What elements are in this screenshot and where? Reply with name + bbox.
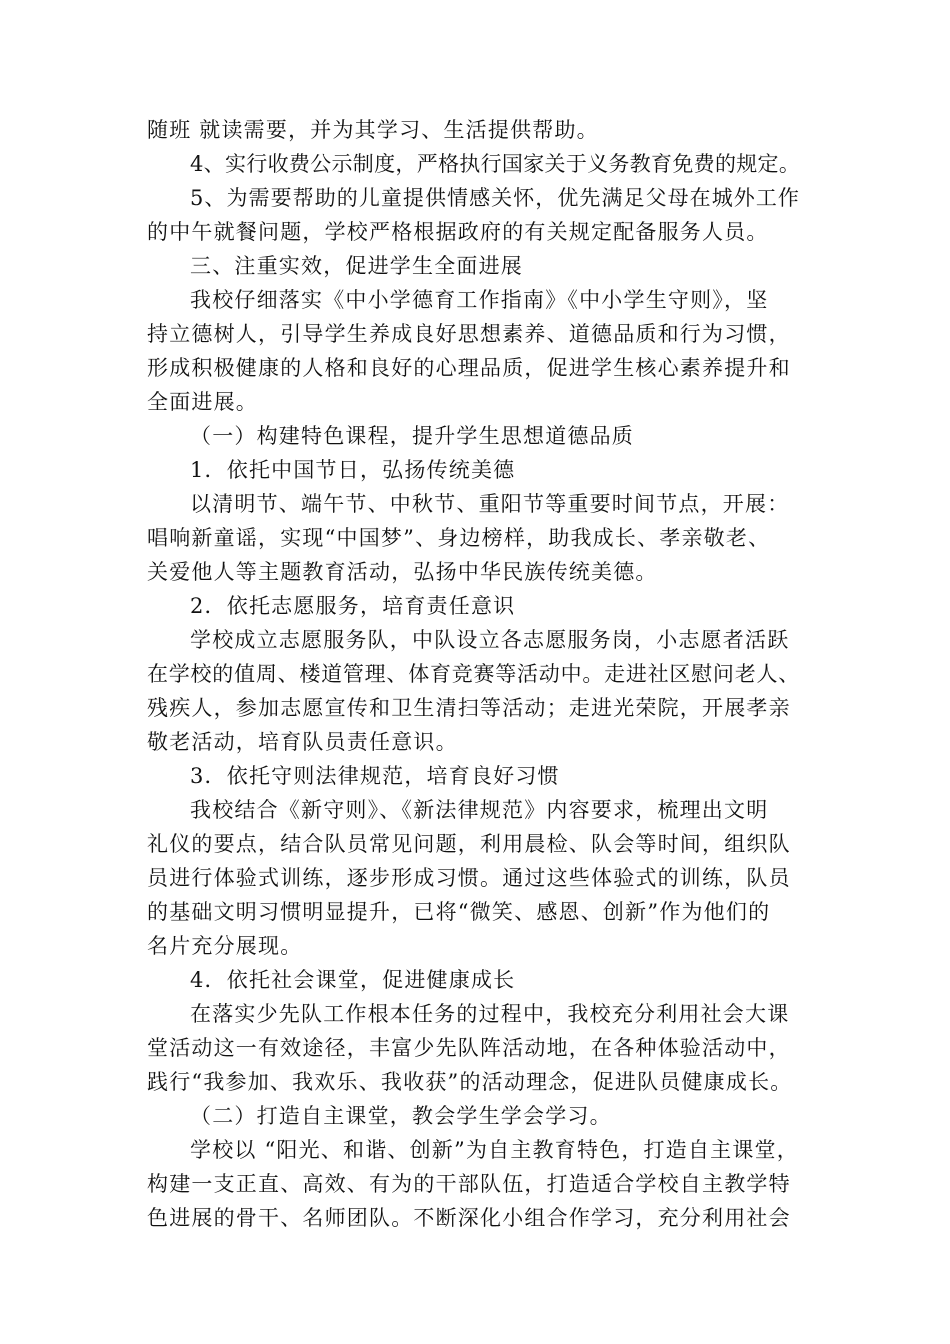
subsection-heading: （一）构建特色课程，提升学生思想道德品质 (190, 424, 634, 448)
section-heading: 三、注重实效，促进学生全面进展 (190, 254, 523, 278)
text-line: 5、为需要帮助的儿童提供情感关怀，优先满足父母在城外工作 (190, 186, 800, 210)
text-line: 形成积极健康的人格和良好的心理品质，促进学生核心素养提升和 (147, 356, 791, 380)
text-line: 在落实少先队工作根本任务的过程中，我校充分利用社会大课 (190, 1002, 790, 1026)
text-line: 残疾人，参加志愿宣传和卫生清扫等活动；走进光荣院，开展孝亲 (147, 696, 791, 720)
item-heading: 2．依托志愿服务，培育责任意识 (190, 594, 516, 618)
text-line: 持立德树人，引导学生养成良好思想素养、道德品质和行为习惯， (147, 322, 791, 346)
text-line: 学校以 “阳光、和谐、创新”为自主教育特色，打造自主课堂， (190, 1138, 799, 1162)
text-line: 随班 就读需要，并为其学习、生活提供帮助。 (147, 118, 599, 142)
text-line: 构建一支正直、高效、有为的干部队伍，打造适合学校自主教学特 (147, 1172, 791, 1196)
text-line: 践行“我参加、我欢乐、我收获”的活动理念，促进队员健康成长。 (147, 1070, 793, 1094)
item-heading: 3．依托守则法律规范，培育良好习惯 (190, 764, 560, 788)
text-line: 关爱他人等主题教育活动，弘扬中华民族传统美德。 (147, 560, 658, 584)
text-line: 礼仪的要点，结合队员常见问题，利用晨检、队会等时间，组织队 (147, 832, 791, 856)
text-line: 员进行体验式训练，逐步形成习惯。通过这些体验式的训练，队员 (147, 866, 791, 890)
text-line: 我校仔细落实《中小学德育工作指南》《中小学生守则》，坚 (190, 288, 769, 312)
text-line: 我校结合《新守则》、《新法律规范》内容要求，梳理出文明 (190, 798, 769, 822)
text-line: 以清明节、端午节、中秋节、重阳节等重要时间节点，开展： (190, 492, 790, 516)
text-line: 在学校的值周、楼道管理、体育竞赛等活动中。走进社区慰问老人、 (147, 662, 800, 686)
text-line: 全面进展。 (147, 390, 258, 414)
text-line: 堂活动这一有效途径，丰富少先队阵活动地，在各种体验活动中， (147, 1036, 791, 1060)
text-line: 的中午就餐问题，学校严格根据政府的有关规定配备服务人员。 (147, 220, 769, 244)
text-line: 学校成立志愿服务队，中队设立各志愿服务岗，小志愿者活跃 (190, 628, 790, 652)
text-line: 色进展的骨干、名师团队。不断深化小组合作学习，充分利用社会 (147, 1206, 791, 1230)
item-heading: 1．依托中国节日，弘扬传统美德 (190, 458, 516, 482)
text-line: 的基础文明习惯明显提升，已将“微笑、感恩、创新”作为他们的 (147, 900, 771, 924)
text-line: 名片充分展现。 (147, 934, 303, 958)
text-line: 敬老活动，培育队员责任意识。 (147, 730, 458, 754)
item-heading: 4．依托社会课堂，促进健康成长 (190, 968, 516, 992)
text-line: 4、实行收费公示制度，严格执行国家关于义务教育免费的规定。 (190, 152, 801, 176)
subsection-heading: （二）打造自主课堂，教会学生学会学习。 (190, 1104, 612, 1128)
text-line: 唱响新童谣，实现“中国梦”、身边榜样，助我成长、孝亲敬老、 (147, 526, 771, 550)
